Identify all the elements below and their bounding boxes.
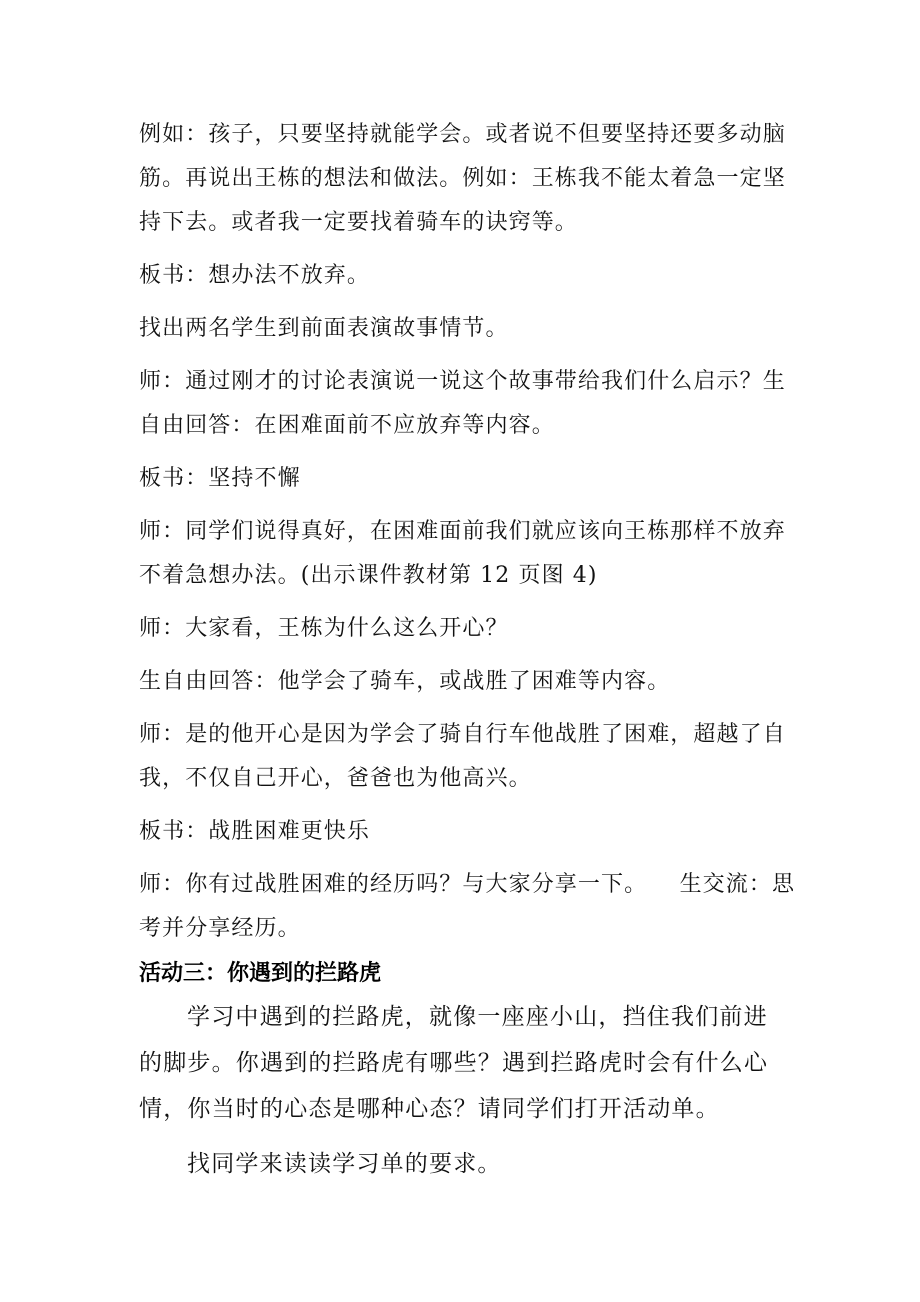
paragraph <box>139 510 784 598</box>
paragraph <box>139 863 796 951</box>
paragraph <box>139 113 784 245</box>
text-line: 板书：坚持不懈 <box>139 466 301 491</box>
text-line: 板书：战胜困难更快乐 <box>139 819 371 844</box>
paragraph <box>139 360 784 448</box>
text-line: 情，你当时的心态是哪种心态？请同学们打开活动单。 <box>139 1096 720 1122</box>
paragraph <box>139 810 784 854</box>
text-line: 学习中遇到的拦路虎，就像一座座小山，挡住我们前进 <box>187 1004 768 1030</box>
paragraph <box>139 307 784 351</box>
text-line: 师：你有过战胜困难的经历吗？与大家分享一下。 生交流：思 <box>139 872 796 897</box>
text-line: 生自由回答：他学会了骑车，或战胜了困难等内容。 <box>139 669 671 694</box>
text-line: 例如：孩子，只要坚持就能学会。或者说不但要坚持还要多动脑 <box>139 122 786 147</box>
paragraph <box>139 254 784 298</box>
text-line: 板书：想办法不放弃。 <box>139 263 371 288</box>
section-heading: 活动三：你遇到的拦路虎 <box>139 961 382 986</box>
text-line: 师：是的他开心是因为学会了骑自行车他战胜了困难，超越了自 <box>139 722 786 747</box>
text-line: 不着急想办法。(出示课件教材第 12 页图 4) <box>139 563 598 588</box>
text-line: 找同学来读读学习单的要求。 <box>187 1151 502 1177</box>
paragraph <box>139 713 784 801</box>
text-line: 的脚步。你遇到的拦路虎有哪些？遇到拦路虎时会有什么心 <box>139 1050 769 1076</box>
text-line: 考并分享经历。 <box>139 916 301 941</box>
text-line: 我，不仅自己开心，爸爸也为他高兴。 <box>139 766 532 791</box>
text-line: 师：通过刚才的讨论表演说一说这个故事带给我们什么启示？生 <box>139 369 786 394</box>
text-line: 自由回答：在困难面前不应放弃等内容。 <box>139 413 555 438</box>
paragraph <box>139 607 784 651</box>
paragraph <box>139 457 784 501</box>
paragraph <box>139 1141 784 1187</box>
text-line: 持下去。或者我一定要找着骑车的诀窍等。 <box>139 210 578 235</box>
text-line: 找出两名学生到前面表演故事情节。 <box>139 316 509 341</box>
text-line: 筋。再说出王栋的想法和做法。例如：王栋我不能太着急一定坚 <box>139 166 786 191</box>
text-line: 师：同学们说得真好，在困难面前我们就应该向王栋那样不放弃 <box>139 519 786 544</box>
text-line: 师：大家看，王栋为什么这么开心？ <box>139 616 509 641</box>
paragraph <box>139 994 784 1132</box>
document-content <box>139 113 796 1187</box>
paragraph <box>139 660 784 704</box>
